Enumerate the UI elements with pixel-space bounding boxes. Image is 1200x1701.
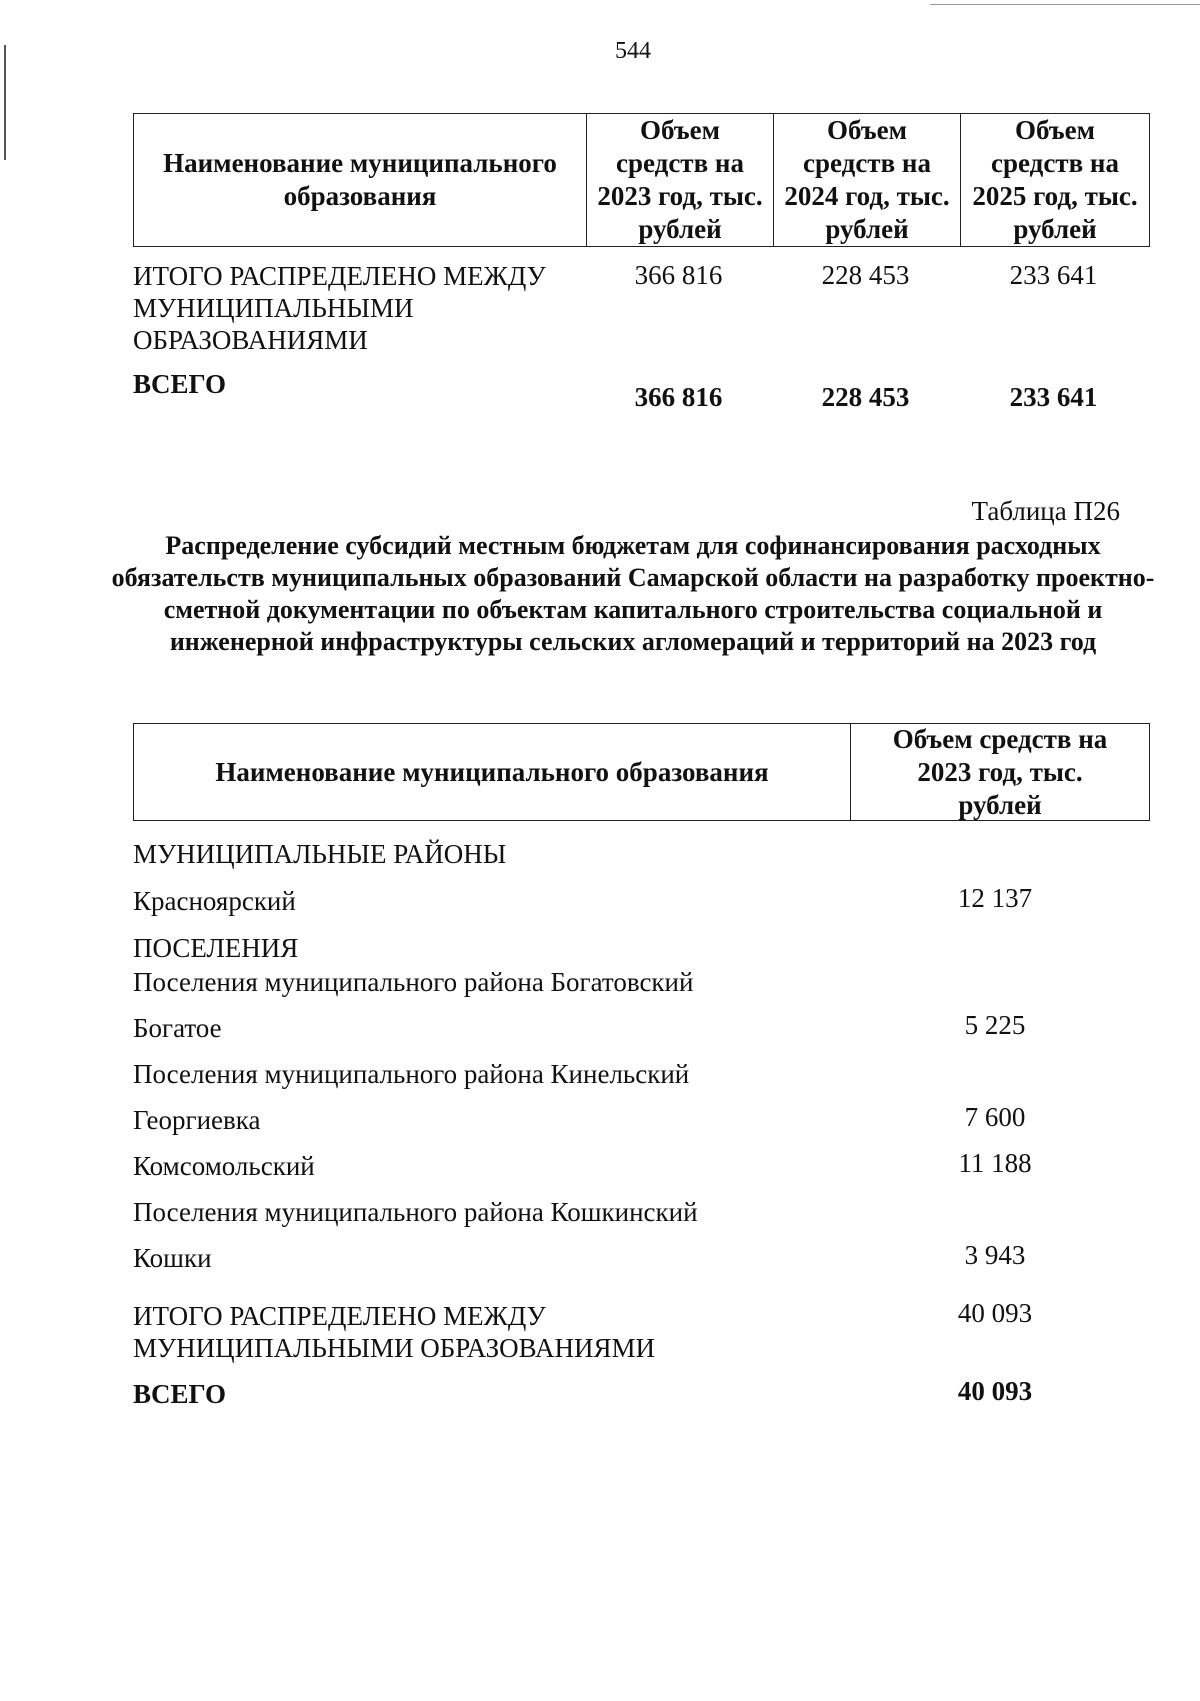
table1-total-label: ВСЕГО bbox=[133, 369, 227, 399]
table1-total-2023: 366 816 bbox=[634, 382, 723, 412]
table2-total-label: ВСЕГО bbox=[133, 1379, 227, 1409]
table2-row-value: 40 093 bbox=[957, 1298, 1033, 1328]
table2-row-value: 3 943 bbox=[964, 1240, 1026, 1270]
table2-row-name: Комсомольский bbox=[133, 1151, 315, 1181]
table1-row-name: ИТОГО РАСПРЕДЕЛЕНО МЕЖДУ МУНИЦИПАЛЬНЫМИ ОБРАЗОВАНИЯМИ bbox=[133, 261, 546, 355]
table2-row-value: 5 225 bbox=[964, 1010, 1026, 1040]
table1-total-2025: 233 641 bbox=[1009, 382, 1098, 412]
table1-header-2024: Объем средств на 2024 год, тыс. рублей bbox=[773, 114, 960, 246]
table2-row-name: ИТОГО РАСПРЕДЕЛЕНО МЕЖДУ МУНИЦИПАЛЬНЫМИ ОБРАЗОВАНИЯМИ bbox=[133, 1301, 655, 1363]
table2-row-name: Георгиевка bbox=[133, 1105, 261, 1135]
table2-title: Распределение субсидий местным бюджетам для софинансирования расходных обязательств муниципальных образований Самарской области на разработку проектно-сметной документации по объектам капитального строительства социальной и инженерной инфраструктуры сельских агломераций и территорий на 2023 год bbox=[111, 531, 1155, 656]
scan-top-line bbox=[930, 4, 1200, 5]
table1-header-2025: Объем средств на 2025 год, тыс. рублей bbox=[960, 114, 1149, 246]
table2-row-name: Богатое bbox=[133, 1013, 222, 1043]
table2-row-name: Поселения муниципального района Кошкинский bbox=[133, 1197, 698, 1227]
table2-header-name: Наименование муниципального образования bbox=[215, 756, 769, 787]
table2-row-name: Кошки bbox=[133, 1243, 212, 1273]
table2-row-value: 12 137 bbox=[957, 883, 1033, 913]
table2-total-value: 40 093 bbox=[957, 1376, 1033, 1406]
table2-label: Таблица П26 bbox=[971, 496, 1120, 526]
table1-total-2024: 228 453 bbox=[821, 382, 910, 412]
table1-row-value-2024: 228 453 bbox=[821, 260, 910, 290]
table2-row-name: Поселения муниципального района Кинельский bbox=[133, 1059, 690, 1089]
table1-header-2023: Объем средств на 2023 год, тыс. рублей bbox=[586, 114, 773, 246]
page-number: 544 bbox=[615, 38, 651, 64]
table2-header bbox=[133, 723, 1150, 821]
table2-row-name: Поселения муниципального района Богатовский bbox=[133, 967, 694, 997]
table2-row-name: ПОСЕЛЕНИЯ bbox=[133, 933, 299, 963]
table1-row-value-2023: 366 816 bbox=[634, 260, 723, 290]
table1-header bbox=[133, 113, 1150, 247]
table2-row-value: 11 188 bbox=[958, 1148, 1032, 1178]
table2-header-2023: Объем средств на 2023 год, тыс. рублей bbox=[850, 724, 1149, 820]
table2-row-name: Красноярский bbox=[133, 886, 296, 916]
table2-row-value: 7 600 bbox=[964, 1102, 1026, 1132]
table1-row-value-2025: 233 641 bbox=[1009, 260, 1098, 290]
table1-header-name: Наименование муниципального образования bbox=[163, 148, 557, 211]
table2-row-name: МУНИЦИПАЛЬНЫЕ РАЙОНЫ bbox=[133, 839, 507, 869]
